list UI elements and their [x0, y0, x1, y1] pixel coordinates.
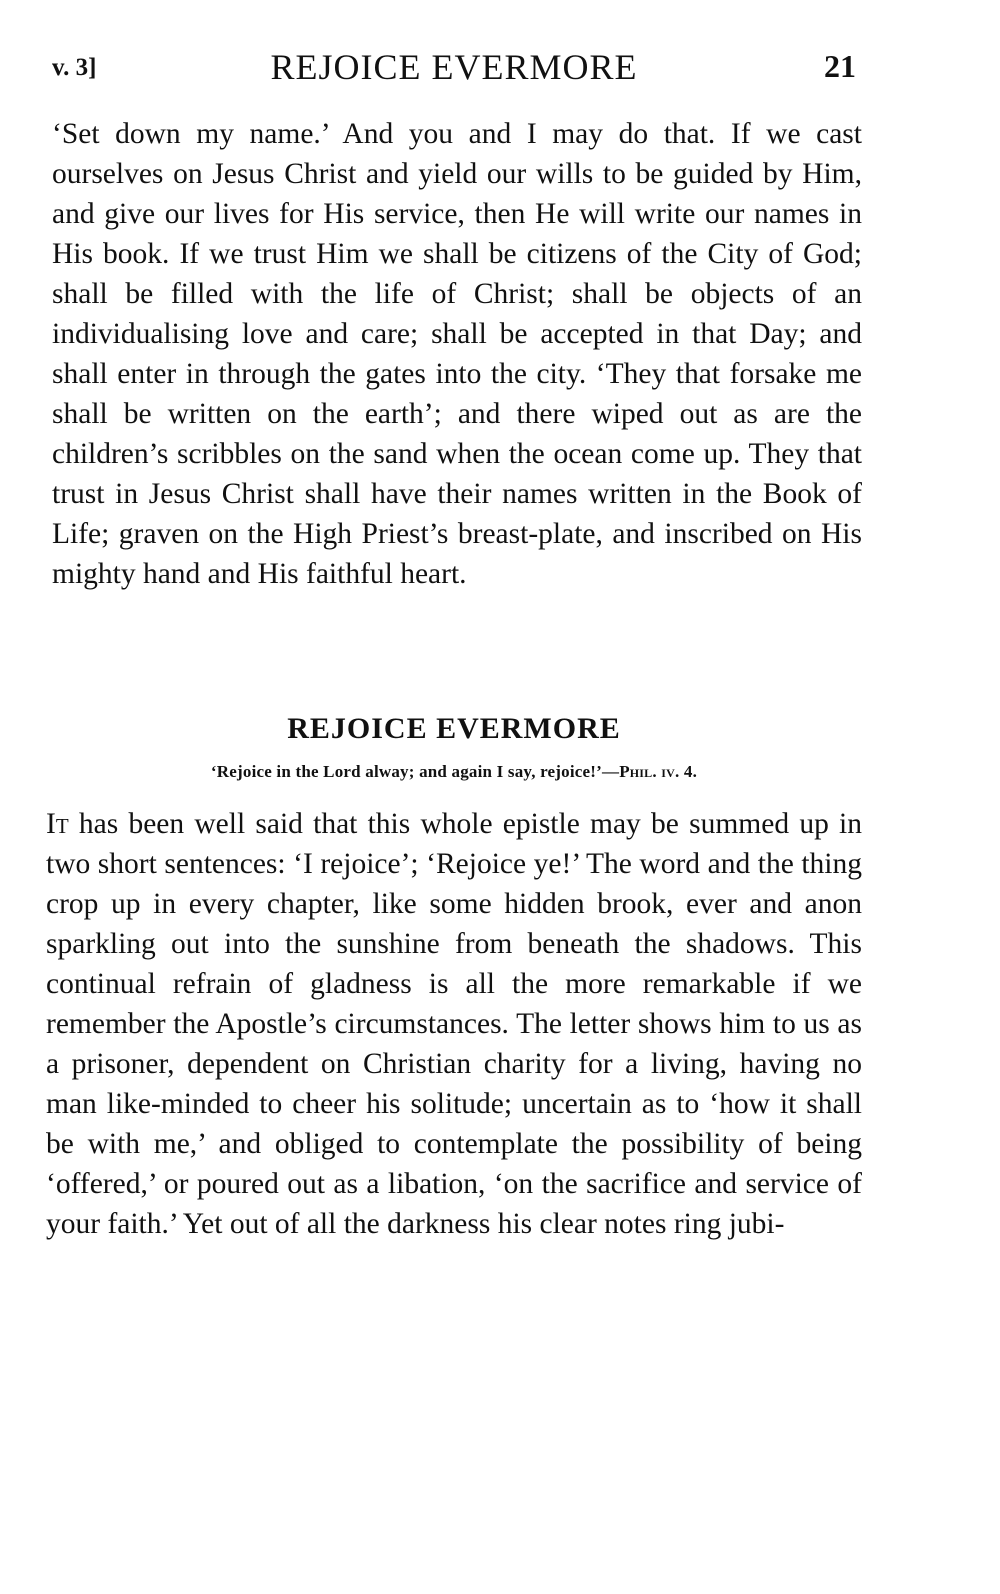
running-title: REJOICE EVERMORE — [270, 47, 638, 87]
body-paragraph — [46, 804, 862, 1244]
continuation-paragraph: ‘Set down my name.’ And you and I may do that. If we cast ourselves on Jesus Christ and yield our wills to be guided by Him, and give our lives for His service, then He will write our names in His book. If we trust Him we shall be citizens of the City of God; shall be filled with the life of Christ; shall be objects of an individualising love and care; shall be accepted in that Day; and shall enter in through the gates into the city. ‘They that forsake me shall be written on the earth’; and there wiped out as are the children’s scribbles on the sand when the ocean come up. They that trust in Jesus Christ shall have their names written in the Book of Life; graven on the High Priest’s breast-plate, and inscribed on His mighty hand and His faithful heart. — [52, 118, 862, 590]
body-text: has been well said that this whole epistle may be summed up in two short sentences: ‘I rejoice’; ‘Rejoice ye!’ The word and the thing crop up in every chapter, like some hidden brook, ever and anon sparkling out into the sunshine from beneath the shadows. This continual refrain of gladness is all the more remarkable if we remember the Apostle’s circumstances. The letter shows him to us as a prisoner, dependent on Christian charity for a living, having no man like-minded to cheer his solitude; uncertain as to ‘how it shall be with me,’ and obliged to contemplate the possibility of being ‘offered,’ or poured out as a libation, ‘on the sacrifice and service of your faith.’ Yet out of all the darkness his clear notes ring jubi- — [46, 808, 862, 1240]
section-title: REJOICE EVERMORE — [287, 712, 621, 745]
epigraph-reference: Phil. iv. 4. — [619, 762, 698, 781]
page-number: 21 — [824, 48, 856, 84]
verse-reference: v. 3] — [52, 54, 97, 81]
running-head — [46, 40, 862, 92]
book-page — [46, 40, 862, 1244]
epigraph-quote: ‘Rejoice in the Lord alway; and again I say, rejoice!’— — [210, 762, 620, 781]
epigraph — [46, 762, 862, 782]
opening-word: It — [46, 808, 69, 840]
